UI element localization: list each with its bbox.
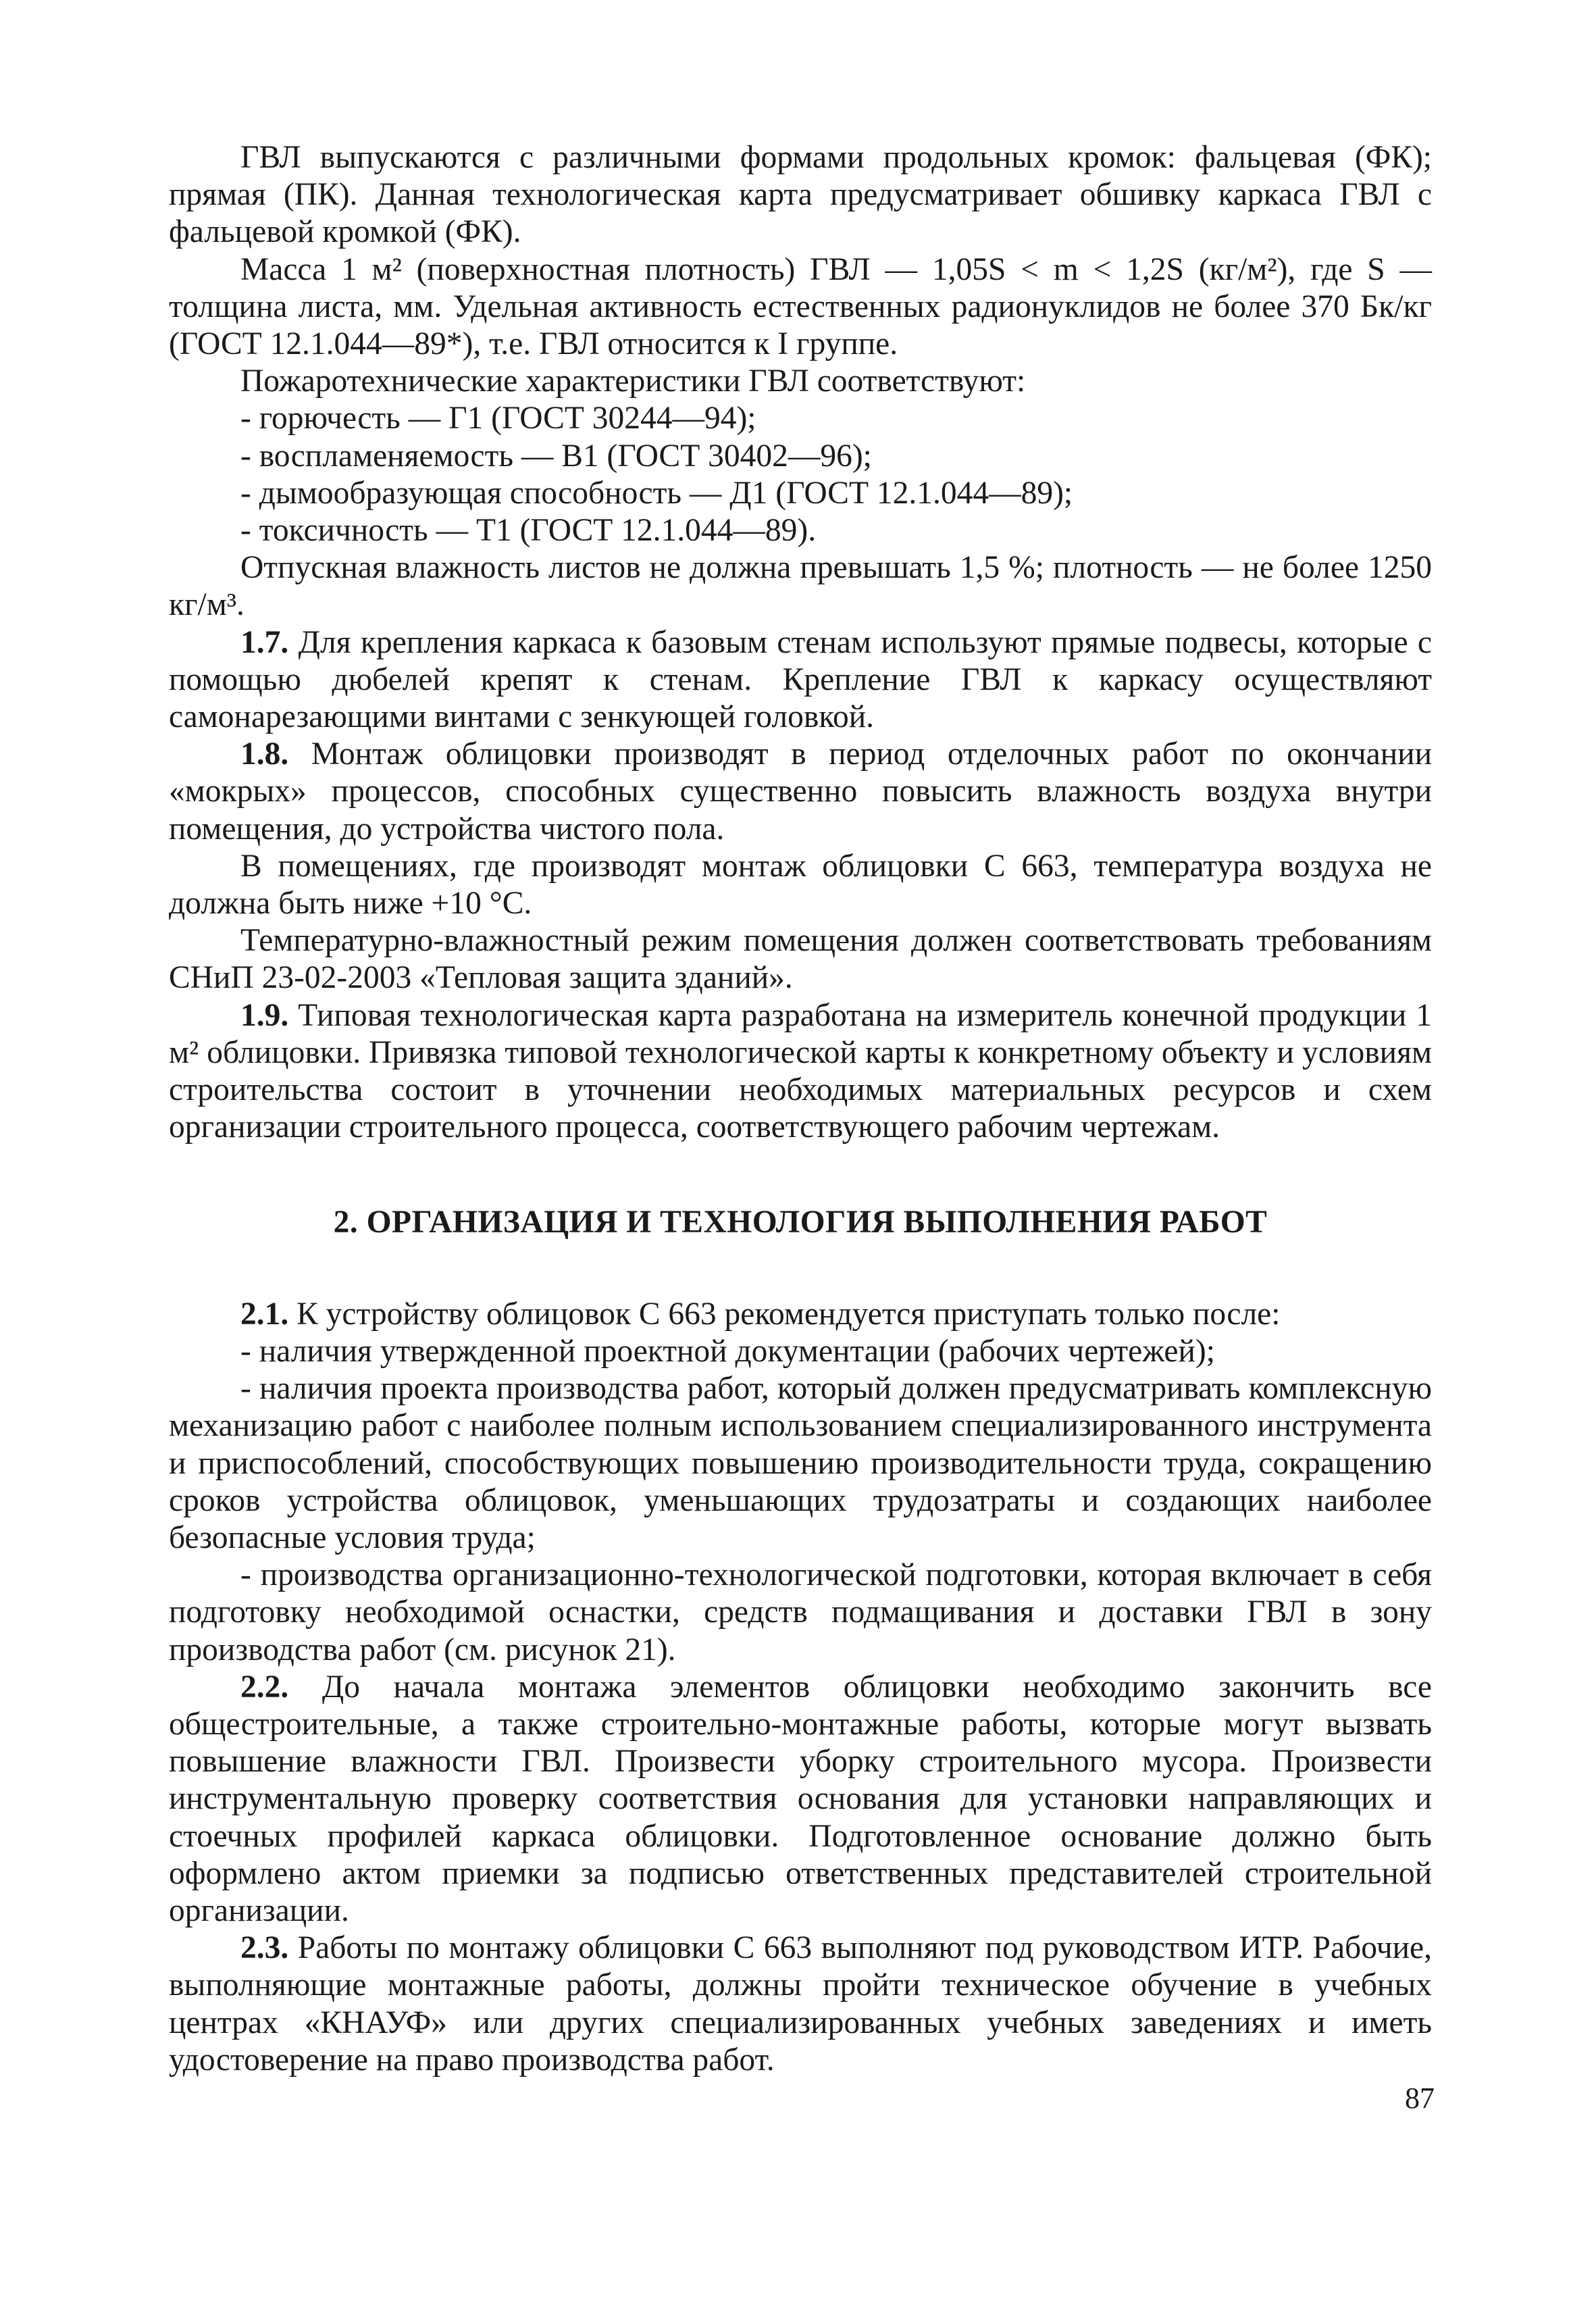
clause-text: Для крепления каркаса к базовым стенам используют прямые подвесы, которые с помощью дюбелей крепят к стенам. Крепление ГВЛ к каркасу осуществляют самонарезающими винтами с зенкующей головкой. [169,624,1432,735]
clause-text: Монтаж облицовки производят в период отделочных работ по окончании «мокрых» процессов, способных существенно повысить влажность воздуха внутри помещения, до устройства чистого пола. [169,736,1433,847]
clause-number: 2.1. [240,1296,289,1332]
page-body [169,139,1432,2079]
clause-number: 1.7. [240,624,289,660]
paragraph-moisture: Отпускная влажность листов не должна превышать 1,5 %; плотность — не более 1250 кг/м³. [169,550,1432,623]
clause-text: До начала монтажа элементов облицовки необходимо закончить все общестроительные, а также строительно-монтажные работы, которые могут вызвать повышение влажности ГВЛ. Произвести уборку строительного мусора. Произвести инструментальную проверку соответствия основания для установки направляющих и стоечных профилей каркаса облицовки. Подготовленное основание должно быть оформлено актом приемки за подписью ответственных представителей строительной организации. [169,1669,1432,1928]
paragraph-mass: Масса 1 м² (поверхностная плотность) ГВЛ — 1,05S < m < 1,2S (кг/м²), где S — толщина листа, мм. Удельная активность естественных радионуклидов не более 370 Бк/кг (ГОСТ 12.1.044—89*), т.е. ГВЛ относится к I группе. [169,251,1432,362]
paragraph-edge-types: ГВЛ выпускаются с различными формами продольных кромок: фальцевая (ФК); прямая (ПК). Данная технологическая карта предусматривает обшивку каркаса ГВЛ с фальцевой кромкой (ФК). [169,140,1432,250]
paragraph-temperature: В помещениях, где производят монтаж облицовки С 663, температура воздуха не должна быть ниже +10 °С. [169,848,1432,922]
clause-number: 1.8. [240,736,289,772]
paragraph-1-7 [169,624,1432,736]
paragraph-2-3 [169,1930,1432,2079]
clause-text: К устройству облицовок С 663 рекомендуется приступать только после: [297,1296,1281,1332]
paragraph-2-1 [169,1296,1432,1333]
list-item-fire: - токсичность — Т1 (ГОСТ 12.1.044—89). [240,513,817,549]
clause-number: 1.9. [240,997,289,1033]
list-item-prereq: - наличия проекта производства работ, который должен предусматривать комплексную механизацию работ с наиболее полным использованием специализированного инструмента и приспособлений, способствующих повышению производительности труда, сокращению сроков устройства облицовок, уменьшающих трудозатраты и создающих наиболее безопасные условия труда; [169,1371,1432,1555]
list-item-fire: - горючесть — Г1 (ГОСТ 30244—94); [240,401,756,436]
list-item-fire: - воспламеняемость — В1 (ГОСТ 30402—96); [240,438,872,474]
clause-number: 2.3. [240,1930,289,1966]
paragraph-fire-intro: Пожаротехнические характеристики ГВЛ соответствуют: [240,363,1026,399]
paragraph-humidity-regime: Температурно-влажностный режим помещения должен соответствовать требованиям СНиП 23-02-2003 «Тепловая защита зданий». [169,923,1432,996]
paragraph-2-2 [169,1669,1432,1930]
paragraph-1-9 [169,997,1432,1147]
clause-number: 2.2. [240,1669,289,1705]
list-item-prereq: - производства организационно-технологической подготовки, которая включает в себя подготовку необходимой оснастки, средств подмащивания и доставки ГВЛ в зону производства работ (см. рисунок 21). [169,1557,1432,1667]
clause-text: Работы по монтажу облицовки С 663 выполняют под руководством ИТР. Рабочие, выполняющие монтажные работы, должны пройти техническое обучение в учебных центрах «КНАУФ» или других специализированных учебных заведениях и иметь удостоверение на право производства работ. [169,1930,1432,2078]
list-item-fire: - дымообразующая способность — Д1 (ГОСТ 12.1.044—89); [240,475,1073,511]
list-item-prereq: - наличия утвержденной проектной документации (рабочих чертежей); [240,1333,1215,1369]
page-number: 87 [1405,2082,1435,2115]
section-heading: 2. ОРГАНИЗАЦИЯ И ТЕХНОЛОГИЯ ВЫПОЛНЕНИЯ РАБОТ [333,1205,1268,1240]
paragraph-1-8 [169,736,1432,848]
clause-text: Типовая технологическая карта разработана на измеритель конечной продукции 1 м² облицовки. Привязка типовой технологической карты к конкретному объекту и условиям строительства состоит в уточнении необходимых материальных ресурсов и схем организации строительного процесса, соответствующего рабочим чертежам. [169,997,1432,1145]
